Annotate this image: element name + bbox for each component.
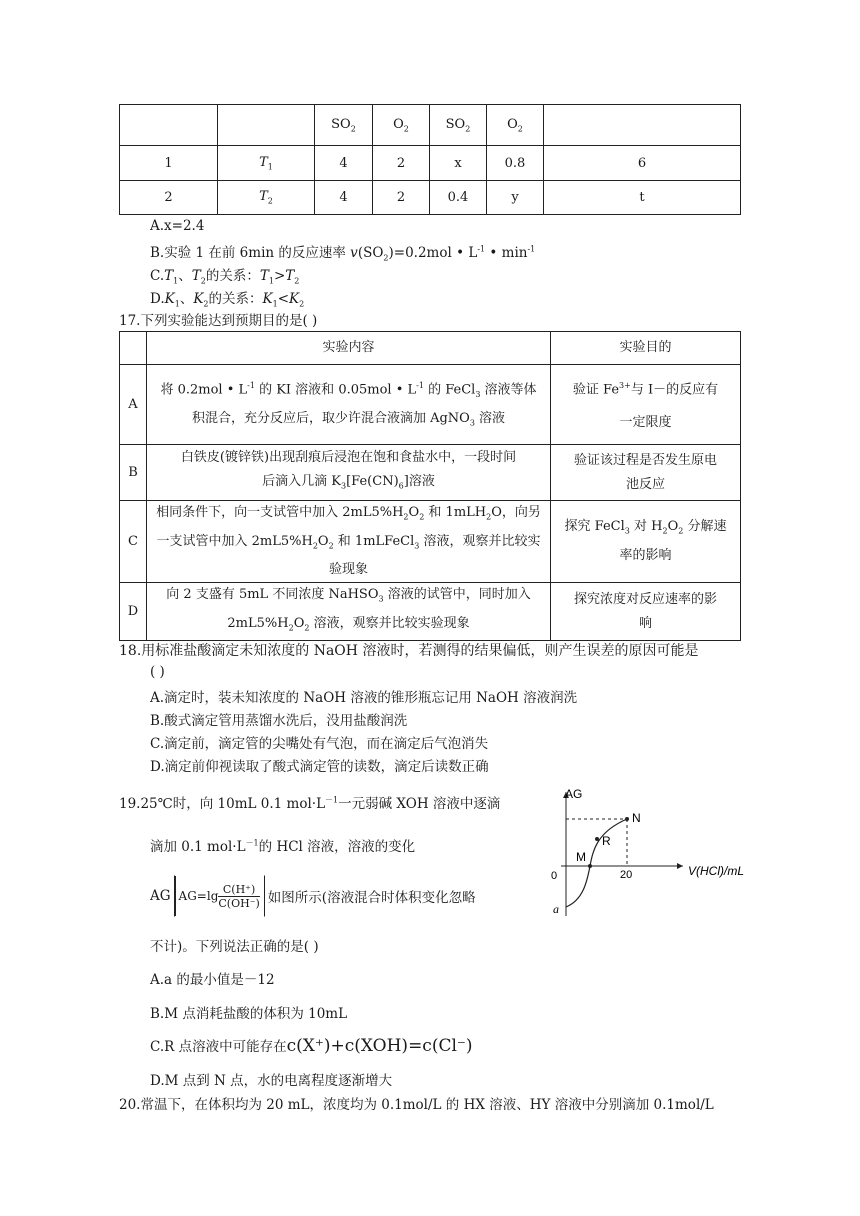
- table-row: [120, 583, 741, 641]
- cell-text: 和 1mLH: [424, 505, 487, 520]
- cell-text: O: [393, 116, 404, 132]
- point-n-label: N: [632, 811, 641, 825]
- question-text: 不计)。下列说法正确的是( ): [150, 939, 319, 955]
- q18-option-b: [150, 709, 407, 729]
- cell-sub: 2: [403, 124, 409, 134]
- q16-option-a: [150, 218, 204, 234]
- cell-line: [153, 530, 544, 559]
- q19-option-a: [150, 968, 275, 988]
- option-text: K: [164, 291, 175, 307]
- cell-line: 白铁皮(镀锌铁)出现刮痕后浸泡在饱和食盐水中，一段时间: [180, 450, 517, 466]
- cell-line: [153, 583, 544, 612]
- cell-line: 探究浓度对反应速率的影: [573, 591, 717, 607]
- option-text: A.x=2.4: [150, 218, 205, 234]
- fraction-denominator: C(OH⁻): [218, 896, 260, 910]
- cell-line: 验现象: [328, 562, 368, 578]
- cell-sub: 2: [486, 512, 492, 522]
- option-text: C.滴定前，滴定管的尖嘴处有气泡，而在滴定后气泡消失: [150, 736, 489, 752]
- cell-line: [153, 612, 544, 641]
- table-cell: 1: [120, 146, 218, 181]
- cell-line: [557, 515, 734, 544]
- cell-text: 将 0.2mol • L: [160, 382, 248, 398]
- cell-text: T: [259, 154, 268, 170]
- cell-sup: -1: [416, 380, 424, 390]
- cell-line: [557, 370, 734, 406]
- option-formula: c(X⁺)+c(XOH)=c(Cl⁻): [286, 1036, 473, 1056]
- table-cell: [551, 365, 741, 445]
- formula-bracket: [174, 875, 265, 917]
- cell-line: 一定限度: [619, 414, 672, 430]
- cell-line: 率的影响: [619, 547, 672, 563]
- cell-text: 对 H: [629, 519, 663, 535]
- cell-sub: 3: [624, 526, 630, 536]
- table-header-row: [120, 332, 741, 365]
- table-cell: [373, 105, 430, 146]
- table-cell: [544, 105, 741, 146]
- row-label: D: [120, 583, 147, 641]
- table-cell: [551, 501, 741, 583]
- option-text: (SO: [357, 245, 384, 261]
- option-sub: 2: [383, 253, 389, 263]
- cell-text: O: [293, 615, 305, 631]
- cell-sub: 2: [465, 124, 471, 134]
- row-label: B: [120, 445, 147, 501]
- question-sup: －1: [325, 795, 339, 805]
- option-text: v: [350, 245, 358, 261]
- cell-text: O: [317, 533, 329, 549]
- cell-line: 验证该过程是否发生原电: [573, 452, 717, 468]
- q16-option-b: [150, 241, 535, 263]
- cell-sup: 3+: [619, 381, 631, 391]
- table-cell: [487, 105, 544, 146]
- cell-sub: 2: [350, 124, 356, 134]
- table-header-content: 实验内容: [147, 332, 551, 365]
- question-text: 17.下列实验能达到预期目的是( ): [119, 313, 318, 329]
- cell-sub: 3: [341, 481, 347, 491]
- q19-stem-line2: [150, 835, 415, 855]
- table-cell: [551, 445, 741, 501]
- option-sup: -1: [527, 244, 536, 254]
- cell-sub: 2: [517, 124, 523, 134]
- option-text: C.R 点溶液中可能存在: [150, 1039, 287, 1055]
- cell-sub: 6: [398, 481, 404, 491]
- option-sub: 1: [173, 276, 179, 286]
- option-sub: 1: [268, 276, 274, 286]
- option-sub: 2: [203, 299, 209, 309]
- cell-sub: 2: [662, 526, 668, 536]
- cell-text: 与 I－的反应有: [630, 382, 719, 398]
- table-cell: [147, 365, 551, 445]
- table-cell: [120, 105, 218, 146]
- table-cell: [218, 181, 315, 215]
- cell-text: 后滴入几滴 K: [262, 474, 342, 490]
- row-label: A: [120, 365, 147, 445]
- formula-text: AG: [150, 888, 171, 904]
- table-cell: [147, 583, 551, 641]
- cell-text: O: [408, 505, 420, 520]
- table-row: [120, 181, 741, 215]
- table-cell: 0.8: [487, 146, 544, 181]
- cell-text: O: [667, 519, 679, 535]
- origin-label: 0: [551, 870, 558, 882]
- cell-line: [153, 470, 544, 499]
- table-cell: 2: [120, 181, 218, 215]
- question-text: 的 HCl 溶液，溶液的变化: [258, 839, 416, 855]
- table-row: [120, 445, 741, 501]
- question-text: 如图所示(溶液混合时体积变化忽略: [267, 890, 476, 906]
- option-sub: 2: [294, 276, 300, 286]
- cell-text: O，向另: [491, 505, 541, 520]
- cell-text: 探究 FeCl: [564, 519, 625, 535]
- cell-line: [153, 501, 544, 530]
- cell-sub: 2: [312, 541, 318, 551]
- table-cell: [218, 105, 315, 146]
- table-cell: [430, 105, 487, 146]
- table-cell: t: [544, 181, 741, 215]
- table-cell: [120, 332, 147, 365]
- option-text: )=0.2mol • L: [388, 245, 478, 261]
- q16-option-d: [150, 287, 304, 309]
- option-text: K: [289, 291, 300, 307]
- question-text: 一元弱碱 XOH 溶液中逐滴: [338, 796, 501, 812]
- q17-stem: [119, 309, 317, 329]
- option-text: D.滴定前仰视读取了酸式滴定管的读数，滴定后读数正确: [150, 759, 489, 775]
- option-text: B.M 点消耗盐酸的体积为 10mL: [150, 1006, 348, 1022]
- option-text: T: [259, 268, 269, 284]
- table-cell: [218, 146, 315, 181]
- q19-option-b: [150, 1002, 347, 1022]
- cell-text: 溶液的试管中，同时加入: [383, 587, 531, 603]
- option-text: A.滴定时，装未知浓度的 NaOH 溶液的锥形瓶忘记用 NaOH 溶液润洗: [150, 690, 578, 706]
- cell-text: ]溶液: [403, 474, 435, 490]
- cell-text: 向 2 支盛有 5mL 不同浓度 NaHSO: [166, 587, 379, 603]
- point-r: [595, 837, 599, 841]
- table-header-purpose: 实验目的: [551, 332, 741, 365]
- q19-stem-line1: [119, 792, 500, 812]
- question-text: ( ): [150, 664, 165, 680]
- cell-sub: 2: [328, 541, 334, 551]
- table-cell: 0.4: [430, 181, 487, 215]
- point-n: [625, 817, 629, 821]
- cell-text: SO: [331, 116, 351, 132]
- option-text: 的关系：: [205, 268, 260, 284]
- option-text: B.酸式滴定管用蒸馏水洗后，没用盐酸润洗: [150, 713, 408, 729]
- q16-option-c: [150, 264, 299, 286]
- formula-fraction: [218, 883, 259, 910]
- table-cell: [147, 501, 551, 583]
- cell-text: 溶液，观察并比较实: [419, 533, 541, 549]
- cell-line: [153, 374, 544, 407]
- formula-text: AG=lg: [178, 889, 219, 903]
- cell-sup: -1: [247, 380, 255, 390]
- option-sub: 1: [272, 299, 278, 309]
- table-cell: x: [430, 146, 487, 181]
- cell-sub: 2: [419, 512, 425, 522]
- cell-text: 溶液，观察并比较实验现象: [309, 615, 470, 631]
- cell-line: 池反应: [625, 476, 665, 492]
- table-cell: 4: [315, 146, 373, 181]
- cell-text: 分解速: [683, 519, 727, 535]
- table-row: [120, 146, 741, 181]
- point-r-label: R: [602, 834, 611, 848]
- q19-stem-line4: [150, 935, 319, 955]
- table-header-row: [120, 105, 741, 146]
- cell-sub: 1: [267, 162, 273, 172]
- fraction-numerator: C(H⁺): [218, 883, 259, 897]
- table-cell: 2: [373, 181, 430, 215]
- cell-sub: 3: [469, 418, 475, 428]
- cell-text: 的 KI 溶液和 0.05mol • L: [254, 382, 417, 398]
- cell-sub: 2: [304, 623, 310, 633]
- question-text: 19.25℃时，向 10mL 0.1 mol·L: [119, 796, 326, 812]
- point-m: [588, 864, 592, 868]
- q19-ag-formula: [150, 874, 476, 918]
- table-cell: 4: [315, 181, 373, 215]
- cell-text: 相同条件下，向一支试管中加入 2mL5%H: [156, 505, 404, 520]
- q18-option-a: [150, 686, 577, 706]
- cell-text: SO: [445, 116, 466, 132]
- option-text: T: [164, 268, 174, 284]
- cell-text: O: [507, 116, 518, 132]
- table-cell: y: [487, 181, 544, 215]
- q19-option-c: [150, 1035, 473, 1056]
- cell-sub: 3: [475, 389, 481, 399]
- cell-text: [Fe(CN): [346, 474, 399, 490]
- cell-sub: 3: [414, 541, 420, 551]
- cell-text: T: [259, 189, 268, 205]
- q18-stem-paren: [150, 664, 165, 680]
- cell-line: 响: [638, 615, 652, 631]
- q18-stem: [119, 640, 698, 660]
- y-axis-label: AG: [565, 787, 583, 801]
- option-text: T: [191, 268, 201, 284]
- table-cell: 2: [373, 146, 430, 181]
- q19-option-d: [150, 1069, 392, 1089]
- option-sub: 2: [299, 299, 305, 309]
- cell-sub: 2: [678, 526, 684, 536]
- x-tick-20: 20: [620, 869, 633, 881]
- option-text: T: [285, 268, 295, 284]
- x-axis-label: V(HCl)/mL: [688, 864, 744, 878]
- q18-option-d: [150, 755, 489, 775]
- cell-sub: 3: [378, 594, 384, 604]
- cell-text: 的 FeCl: [423, 382, 476, 398]
- table-cell: [147, 445, 551, 501]
- cell-text: 溶液等体: [480, 382, 537, 398]
- table-cell: 6: [544, 146, 741, 181]
- table-row: [120, 365, 741, 445]
- table-row: [120, 501, 741, 583]
- option-text: <: [277, 291, 290, 307]
- option-text: >: [273, 268, 286, 284]
- table-cell: [315, 105, 373, 146]
- q16-table: [119, 104, 741, 215]
- question-text: 18.用标准盐酸滴定未知浓度的 NaOH 溶液时，若测得的结果偏低，则产生误差的原因可能是: [119, 643, 699, 659]
- q20-stem: [119, 1093, 714, 1113]
- cell-text: 验证 Fe: [572, 382, 620, 398]
- option-text: A.a 的最小值是－12: [150, 972, 275, 988]
- option-text: C.: [150, 268, 165, 284]
- option-sub: 1: [174, 299, 180, 309]
- q17-table: [119, 331, 741, 641]
- question-text: 20.常温下，在体积均为 20 mL，浓度均为 0.1mol/L 的 HX 溶液、HY 溶液中分别滴加 0.1mol/L: [119, 1097, 714, 1113]
- option-text: 、: [178, 268, 192, 284]
- question-sup: －1: [245, 838, 259, 848]
- point-m-label: M: [576, 850, 586, 864]
- cell-text: 2mL5%H: [227, 615, 289, 631]
- cell-sub: 2: [267, 196, 273, 206]
- option-sub: 2: [200, 276, 206, 286]
- question-text: 滴加 0.1 mol·L: [150, 839, 246, 855]
- cell-text: 一支试管中加入 2mL5%H: [156, 533, 313, 549]
- option-text: K: [262, 291, 273, 307]
- option-sup: -1: [477, 244, 486, 254]
- cell-text: 溶液: [474, 410, 506, 426]
- row-label: C: [120, 501, 147, 583]
- option-text: D.: [150, 291, 165, 307]
- cell-sub: 2: [403, 512, 409, 522]
- q18-option-c: [150, 732, 488, 752]
- option-text: B.实验 1 在前 6min 的反应速率: [150, 245, 351, 261]
- option-text: D.M 点到 N 点，水的电离程度逐渐增大: [150, 1073, 393, 1089]
- cell-text: 和 1mLFeCl: [333, 533, 415, 549]
- option-text: 、: [179, 291, 194, 307]
- cell-line: [153, 407, 544, 436]
- cell-sub: 2: [288, 623, 294, 633]
- point-a-label: a: [553, 902, 559, 916]
- cell-text: 积混合，充分反应后，取少许混合液滴加 AgNO: [191, 410, 470, 426]
- option-text: 的关系：: [208, 291, 263, 307]
- option-text: K: [193, 291, 204, 307]
- q19-ag-graph: [535, 782, 755, 922]
- option-text: • min: [485, 245, 528, 261]
- table-cell: [551, 583, 741, 641]
